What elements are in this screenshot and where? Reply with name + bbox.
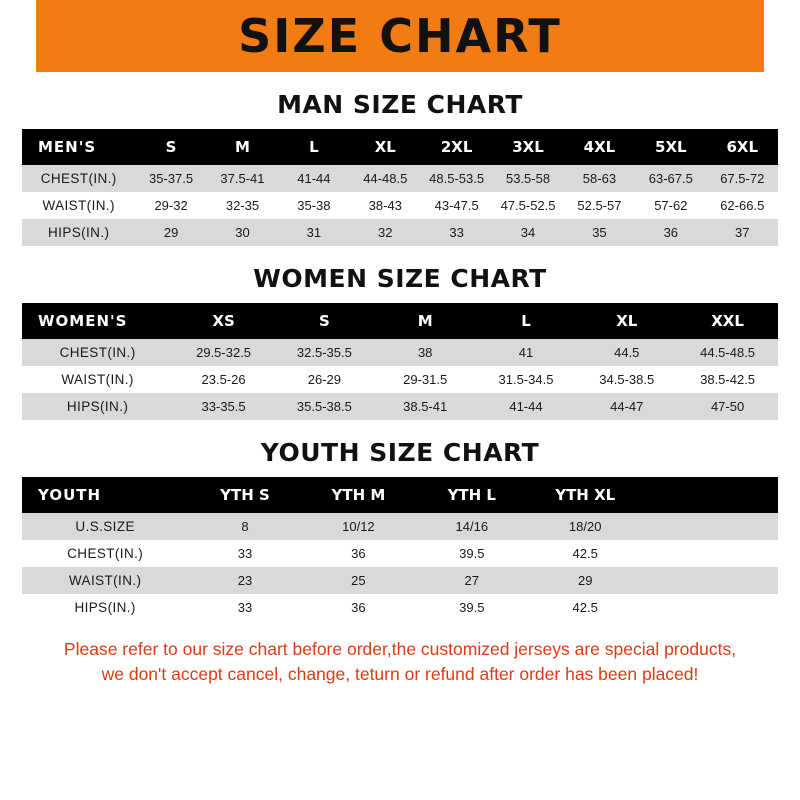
table-row	[22, 393, 778, 420]
youth-hips-s: 33	[188, 594, 301, 621]
men-hips-l: 31	[278, 219, 349, 246]
women-waist-s: 26-29	[274, 366, 375, 393]
men-chest-xl: 44-48.5	[350, 165, 421, 192]
table-row	[22, 165, 778, 192]
men-header-3xl: 3XL	[492, 129, 563, 165]
table-header-row	[22, 303, 778, 339]
chart-content	[0, 90, 800, 698]
table-row	[22, 192, 778, 219]
footer-note	[22, 637, 778, 698]
women-chest-m: 38	[375, 339, 476, 366]
men-chest-2xl: 48.5-53.5	[421, 165, 492, 192]
men-waist-m: 32-35	[207, 192, 278, 219]
men-chest-l: 41-44	[278, 165, 349, 192]
youth-ussize-blank	[642, 513, 778, 540]
men-hips-m: 30	[207, 219, 278, 246]
footer-note-line2: we don't accept cancel, change, teturn or refund after order has been placed!	[101, 664, 699, 685]
women-waist-label: WAIST(IN.)	[22, 366, 173, 393]
men-header-2xl: 2XL	[421, 129, 492, 165]
table-row	[22, 567, 778, 594]
youth-chest-s: 33	[188, 540, 301, 567]
men-hips-label: HIPS(IN.)	[22, 219, 135, 246]
header-left-margin	[0, 0, 36, 72]
men-waist-s: 29-32	[135, 192, 206, 219]
youth-hips-label: HIPS(IN.)	[22, 594, 188, 621]
women-chest-label: CHEST(IN.)	[22, 339, 173, 366]
youth-chest-blank	[642, 540, 778, 567]
men-chest-5xl: 63-67.5	[635, 165, 706, 192]
men-chest-4xl: 58-63	[564, 165, 635, 192]
men-waist-4xl: 52.5-57	[564, 192, 635, 219]
women-waist-xs: 23.5-26	[173, 366, 274, 393]
women-waist-xl: 34.5-38.5	[576, 366, 677, 393]
men-chest-3xl: 53.5-58	[492, 165, 563, 192]
men-waist-6xl: 62-66.5	[707, 192, 778, 219]
women-hips-m: 38.5-41	[375, 393, 476, 420]
table-row	[22, 219, 778, 246]
women-header-s: S	[274, 303, 375, 339]
youth-chest-label: CHEST(IN.)	[22, 540, 188, 567]
table-header-row	[22, 129, 778, 165]
men-chest-s: 35-37.5	[135, 165, 206, 192]
youth-header-s: YTH S	[188, 477, 301, 513]
men-header-m: M	[207, 129, 278, 165]
page-title: SIZE CHART	[238, 9, 562, 63]
men-waist-2xl: 43-47.5	[421, 192, 492, 219]
youth-ussize-label: U.S.SIZE	[22, 513, 188, 540]
table-row	[22, 366, 778, 393]
men-waist-xl: 38-43	[350, 192, 421, 219]
women-chest-xs: 29.5-32.5	[173, 339, 274, 366]
youth-waist-s: 23	[188, 567, 301, 594]
men-waist-l: 35-38	[278, 192, 349, 219]
youth-chest-l: 39.5	[415, 540, 528, 567]
youth-ussize-s: 8	[188, 513, 301, 540]
women-hips-xs: 33-35.5	[173, 393, 274, 420]
header-band	[0, 0, 800, 72]
youth-section-title: YOUTH SIZE CHART	[260, 438, 540, 467]
youth-header-m: YTH M	[302, 477, 415, 513]
table-header-row	[22, 477, 778, 513]
footer-note-line1: Please refer to our size chart before order,the customized jerseys are special products,	[63, 639, 737, 659]
men-header-s: S	[135, 129, 206, 165]
men-chest-m: 37.5-41	[207, 165, 278, 192]
men-header-5xl: 5XL	[635, 129, 706, 165]
men-hips-5xl: 36	[635, 219, 706, 246]
youth-header-xl: YTH XL	[528, 477, 641, 513]
youth-waist-xl: 29	[528, 567, 641, 594]
women-hips-s: 35.5-38.5	[274, 393, 375, 420]
men-header-l: L	[278, 129, 349, 165]
table-row	[22, 339, 778, 366]
women-header-xl: XL	[576, 303, 677, 339]
women-hips-xxl: 47-50	[677, 393, 778, 420]
men-header-xl: XL	[350, 129, 421, 165]
youth-ussize-l: 14/16	[415, 513, 528, 540]
youth-waist-l: 27	[415, 567, 528, 594]
youth-waist-label: WAIST(IN.)	[22, 567, 188, 594]
men-hips-xl: 32	[350, 219, 421, 246]
men-hips-6xl: 37	[707, 219, 778, 246]
youth-hips-blank	[642, 594, 778, 621]
women-hips-xl: 44-47	[576, 393, 677, 420]
men-hips-2xl: 33	[421, 219, 492, 246]
women-chest-l: 41	[476, 339, 577, 366]
women-header-m: M	[375, 303, 476, 339]
table-row	[22, 540, 778, 567]
men-size-table	[22, 129, 778, 246]
youth-header-l: YTH L	[415, 477, 528, 513]
youth-hips-l: 39.5	[415, 594, 528, 621]
women-header-xs: XS	[173, 303, 274, 339]
youth-ussize-xl: 18/20	[528, 513, 641, 540]
men-header-label: MEN'S	[22, 129, 135, 165]
youth-hips-m: 36	[302, 594, 415, 621]
youth-chest-m: 36	[302, 540, 415, 567]
women-waist-xxl: 38.5-42.5	[677, 366, 778, 393]
youth-chest-xl: 42.5	[528, 540, 641, 567]
men-section-title: MAN SIZE CHART	[277, 90, 523, 119]
youth-waist-blank	[642, 567, 778, 594]
men-hips-s: 29	[135, 219, 206, 246]
men-waist-3xl: 47.5-52.5	[492, 192, 563, 219]
women-section-title: WOMEN SIZE CHART	[253, 264, 547, 293]
youth-header-label: YOUTH	[22, 477, 188, 513]
women-hips-l: 41-44	[476, 393, 577, 420]
women-chest-s: 32.5-35.5	[274, 339, 375, 366]
men-chest-label: CHEST(IN.)	[22, 165, 135, 192]
men-header-6xl: 6XL	[707, 129, 778, 165]
women-header-l: L	[476, 303, 577, 339]
women-size-table	[22, 303, 778, 420]
men-hips-4xl: 35	[564, 219, 635, 246]
youth-header-blank	[642, 477, 778, 513]
women-hips-label: HIPS(IN.)	[22, 393, 173, 420]
women-waist-m: 29-31.5	[375, 366, 476, 393]
women-chest-xxl: 44.5-48.5	[677, 339, 778, 366]
men-waist-label: WAIST(IN.)	[22, 192, 135, 219]
women-header-xxl: XXL	[677, 303, 778, 339]
table-row	[22, 594, 778, 621]
men-chest-6xl: 67.5-72	[707, 165, 778, 192]
table-row	[22, 513, 778, 540]
youth-ussize-m: 10/12	[302, 513, 415, 540]
youth-waist-m: 25	[302, 567, 415, 594]
women-waist-l: 31.5-34.5	[476, 366, 577, 393]
men-waist-5xl: 57-62	[635, 192, 706, 219]
header-right-margin	[764, 0, 800, 72]
women-header-label: WOMEN'S	[22, 303, 173, 339]
youth-size-table	[22, 477, 778, 621]
men-header-4xl: 4XL	[564, 129, 635, 165]
youth-hips-xl: 42.5	[528, 594, 641, 621]
women-chest-xl: 44.5	[576, 339, 677, 366]
men-hips-3xl: 34	[492, 219, 563, 246]
